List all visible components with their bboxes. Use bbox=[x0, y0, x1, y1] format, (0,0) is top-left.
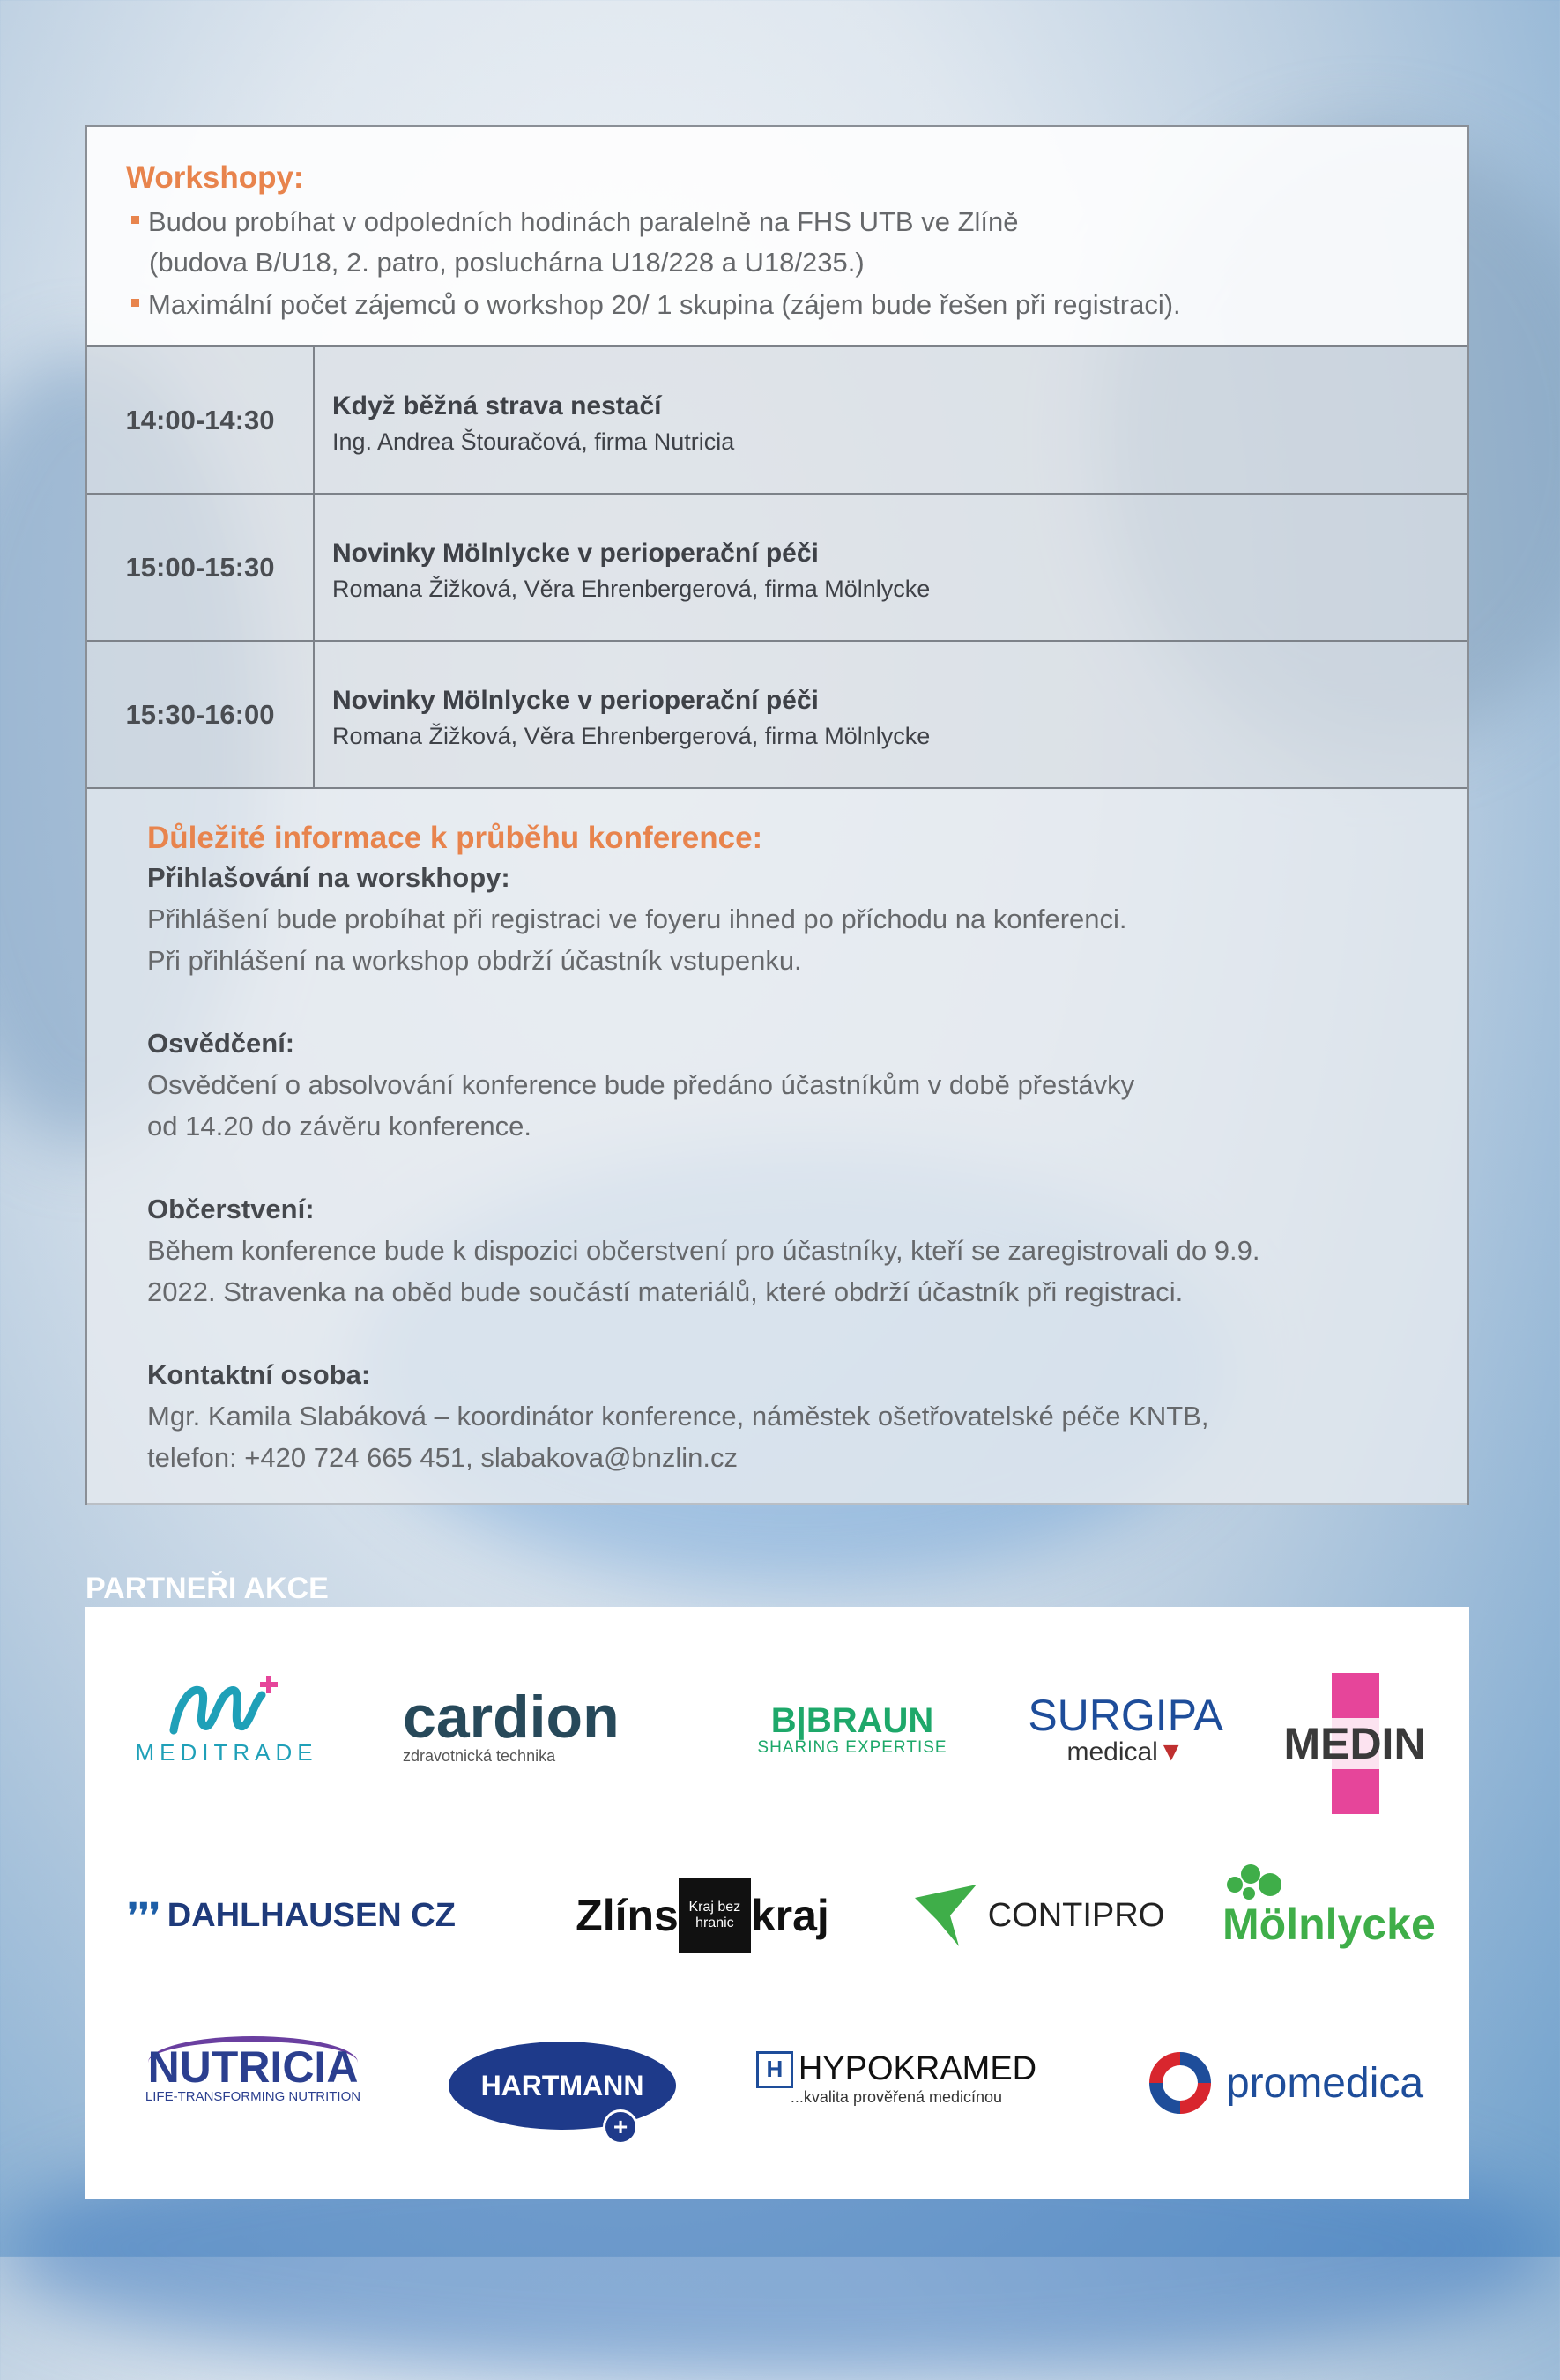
bbraun-subtext: SHARING EXPERTISE bbox=[757, 1738, 947, 1757]
dahlhausen-logo bbox=[128, 1889, 480, 1942]
certificate-text: Osvědčení o absolvování konference bude předáno účastníkům v době přestávky bbox=[147, 1069, 1135, 1100]
surgipa-subtext-label: medical bbox=[1066, 1737, 1158, 1766]
schedule-time: 15:30-16:00 bbox=[87, 642, 315, 787]
workshops-text: Maximální počet zájemců o workshop 20/ 1 skupina (zájem bude řešen při registraci). bbox=[148, 289, 1181, 320]
contipro-icon bbox=[910, 1880, 981, 1951]
schedule-title: Novinky Mölnlycke v perioperační péči bbox=[332, 686, 819, 715]
contipro-logo bbox=[905, 1876, 1170, 1955]
schedule-title: Novinky Mölnlycke v perioperační péči bbox=[332, 539, 819, 568]
hypokramed-logo bbox=[755, 2039, 1037, 2118]
cardion-logo bbox=[403, 1677, 667, 1774]
hypokramed-title bbox=[756, 2050, 1036, 2088]
registration-title: Přihlašování na worskhopy: bbox=[147, 862, 510, 893]
contact-title: Kontaktní osoba: bbox=[147, 1359, 371, 1390]
schedule-time: 15:00-15:30 bbox=[87, 495, 315, 640]
refreshment-text: Během konference bude k dispozici občerstvení pro účastníky, kteří se zaregistrovali do 9.9. bbox=[147, 1235, 1260, 1266]
hartmann-plus-icon: + bbox=[603, 2109, 638, 2145]
zlinsky-text: kraj bbox=[750, 1891, 829, 1940]
meditrade-text: MEDITRADE bbox=[135, 1738, 318, 1766]
hypokramed-subtext: ...kvalita prověřená medicínou bbox=[790, 2088, 1003, 2106]
cardion-text: cardion bbox=[403, 1683, 620, 1751]
contact-text: telefon: +420 724 665 451, slabakova@bnzlin.cz bbox=[147, 1442, 739, 1473]
workshops-text: Budou probíhat v odpoledních hodinách paralelně na FHS UTB ve Zlíně bbox=[148, 206, 1019, 237]
molnlycke-logo bbox=[1222, 1849, 1452, 1955]
schedule-row bbox=[87, 642, 1467, 789]
workshops-bullet bbox=[131, 206, 1018, 238]
schedule-row bbox=[87, 495, 1467, 642]
schedule-speaker: Romana Žižková, Věra Ehrenbergerová, firma Mölnlycke bbox=[332, 723, 931, 749]
registration-text: Přihlášení bude probíhat při registraci ve foyeru ihned po příchodu na konferenci. bbox=[147, 904, 1127, 934]
bbraun-logo bbox=[738, 1695, 967, 1766]
zlinsky-text: Zlíns bbox=[576, 1891, 679, 1940]
bullet-icon bbox=[131, 216, 139, 224]
certificate-title: Osvědčení: bbox=[147, 1028, 295, 1059]
workshops-bullet bbox=[131, 289, 1181, 321]
schedule-speaker: Ing. Andrea Štouračová, firma Nutricia bbox=[332, 428, 735, 455]
hypokramed-icon: H bbox=[756, 2051, 793, 2088]
promedica-text: promedica bbox=[1225, 2059, 1424, 2107]
molnlycke-text: Mölnlycke bbox=[1222, 1900, 1436, 1949]
surgipa-logo bbox=[1020, 1686, 1231, 1774]
schedule-title: Když běžná strava nestačí bbox=[332, 391, 662, 420]
nutricia-text: NUTRICIA bbox=[148, 2036, 359, 2089]
medin-text: MEDIN bbox=[1280, 1718, 1429, 1769]
workshops-text: (budova B/U18, 2. patro, posluchárna U18/228 a U18/235.) bbox=[149, 247, 865, 278]
medin-logo bbox=[1275, 1673, 1434, 1814]
surgipa-text: SURGIPA bbox=[1028, 1691, 1223, 1740]
nutricia-logo bbox=[138, 2021, 368, 2118]
contact-text: Mgr. Kamila Slabáková – koordinátor konference, náměstek ošetřovatelské péče KNTB, bbox=[147, 1401, 1209, 1432]
hypokramed-text: HYPOKRAMED bbox=[798, 2050, 1037, 2087]
hartmann-logo bbox=[449, 2037, 676, 2140]
registration-text: Při přihlášení na workshop obdrží účastník vstupenku. bbox=[147, 945, 802, 976]
info-heading: Důležité informace k průběhu konference: bbox=[147, 821, 763, 855]
meditrade-icon bbox=[160, 1669, 293, 1739]
refreshment-text: 2022. Stravenka na oběd bude součástí materiálů, které obdrží účastník při registraci. bbox=[147, 1276, 1184, 1307]
refreshment-title: Občerstvení: bbox=[147, 1194, 315, 1224]
workshops-section bbox=[87, 127, 1467, 347]
certificate-text: od 14.20 do závěru konference. bbox=[147, 1111, 532, 1142]
schedule-time: 14:00-14:30 bbox=[87, 347, 315, 493]
hartmann-text: HARTMANN bbox=[449, 2042, 676, 2130]
surgipa-subtext bbox=[1066, 1737, 1184, 1767]
schedule-row bbox=[87, 347, 1467, 495]
info-section bbox=[87, 789, 1467, 1505]
promedica-icon bbox=[1145, 2048, 1215, 2118]
partners-title: PARTNEŘI AKCE bbox=[85, 1572, 329, 1605]
molnlycke-dots-icon bbox=[1222, 1858, 1319, 1902]
promedica-logo bbox=[1121, 2043, 1447, 2123]
surgipa-mark-icon: ▼ bbox=[1157, 1737, 1185, 1766]
workshops-title: Workshopy: bbox=[126, 160, 304, 195]
bbraun-text: B|BRAUN bbox=[770, 1701, 934, 1740]
zlinsky-kraj-logo bbox=[561, 1876, 843, 1955]
schedule-speaker: Romana Žižková, Věra Ehrenbergerová, firma Mölnlycke bbox=[332, 576, 931, 602]
contipro-text: CONTIPRO bbox=[987, 1896, 1165, 1934]
bullet-icon bbox=[131, 299, 139, 307]
zlinsky-box: Kraj bez hranic bbox=[679, 1878, 751, 1953]
program-frame bbox=[85, 125, 1469, 1505]
partners-panel bbox=[85, 1607, 1469, 2199]
meditrade-logo bbox=[121, 1660, 332, 1774]
dahlhausen-icon: ❜❜❜ bbox=[128, 1897, 160, 1935]
cardion-subtext: zdravotnická technika bbox=[403, 1746, 556, 1765]
dahlhausen-text: DAHLHAUSEN CZ bbox=[167, 1896, 456, 1934]
nutricia-subtext: LIFE-TRANSFORMING NUTRITION bbox=[145, 2088, 361, 2104]
